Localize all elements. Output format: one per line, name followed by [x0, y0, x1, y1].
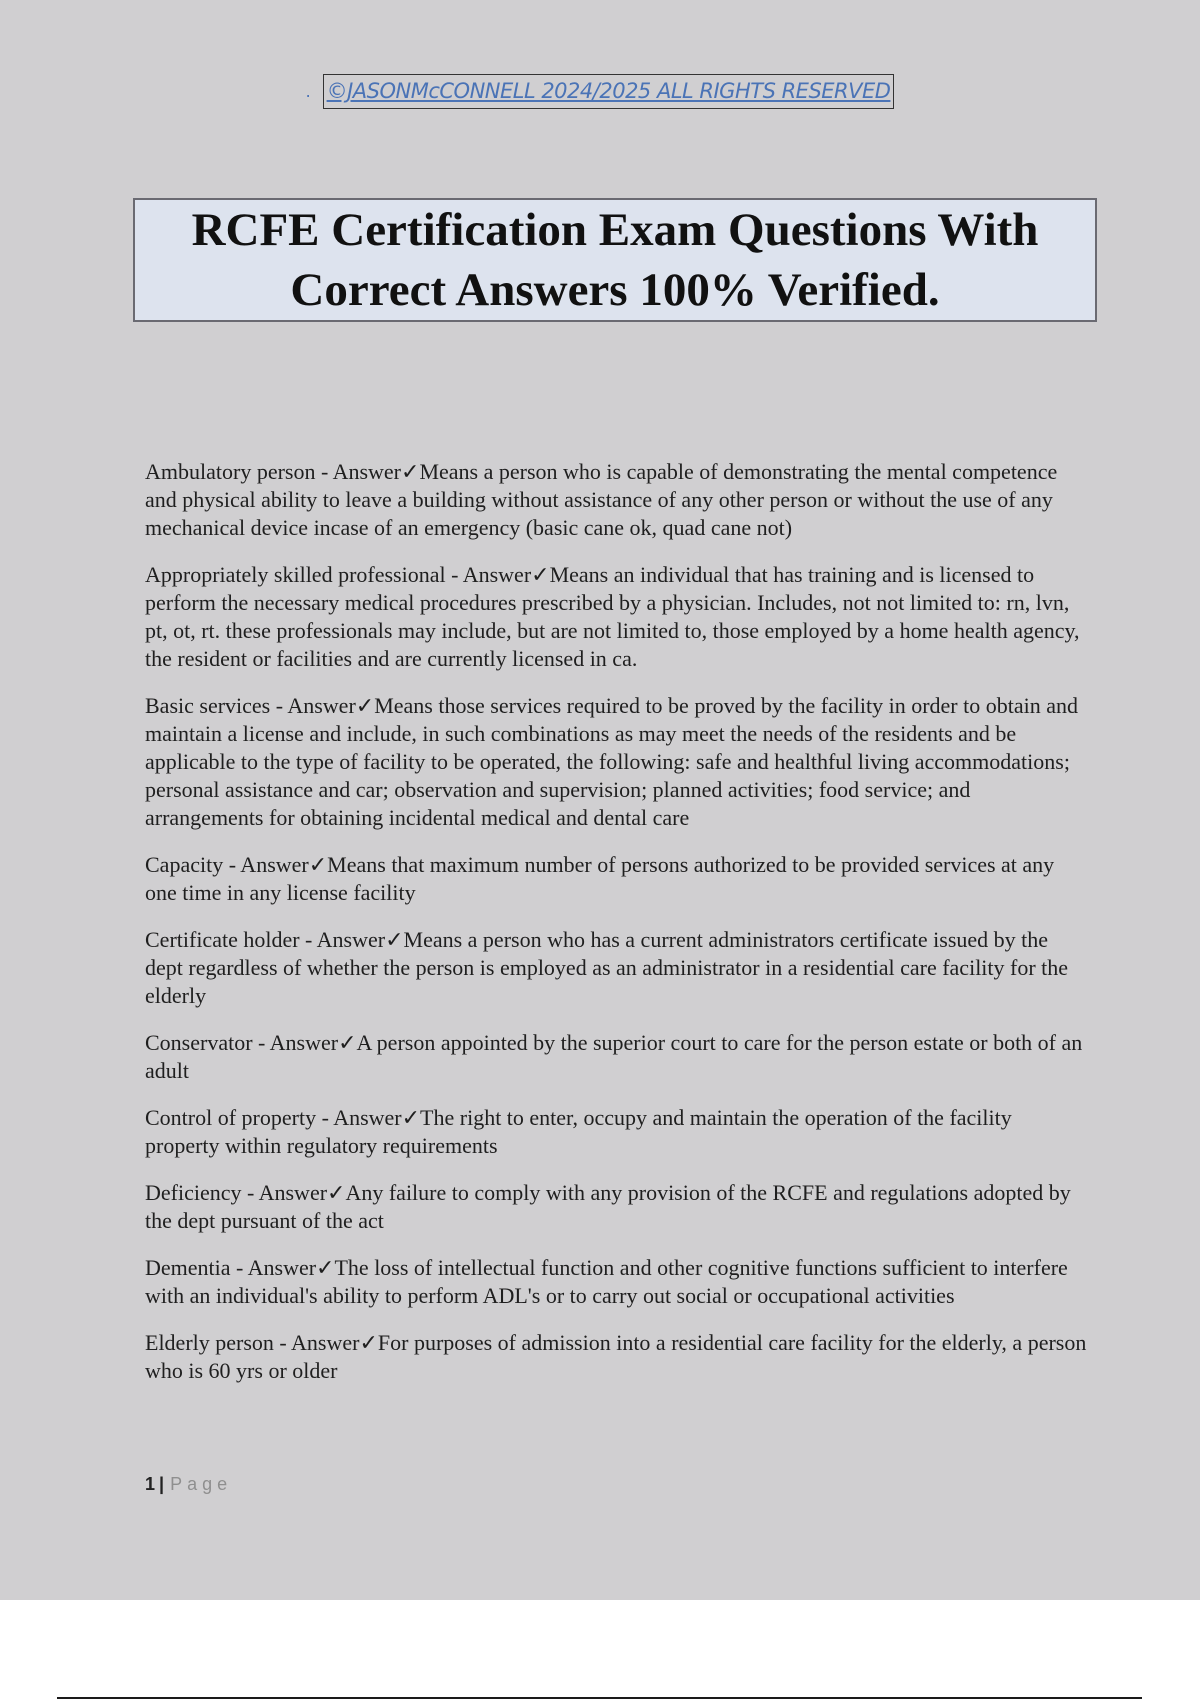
- title-line-1: RCFE Certification Exam Questions With: [191, 204, 1039, 256]
- page-number: 1: [145, 1474, 156, 1494]
- header-dot: .: [305, 81, 311, 101]
- title-box: [133, 198, 1097, 322]
- page-label: Page: [170, 1474, 233, 1494]
- definition-entry: Appropriately skilled professional - Answer✓Means an individual that has training and is licensed to perform the necessary medical procedures prescribed by a physician. Includes, not not limited to: rn, lvn, pt, ot, rt. these professionals may include, but are not limited to, those employed by a home health agency, the resident or facilities and are currently licensed in ca.: [145, 562, 1080, 671]
- definition-entry: Ambulatory person - Answer✓Means a person who is capable of demonstrating the mental competence and physical ability to leave a building without assistance of any other person or without the use of any mechanical device incase of an emergency (basic cane ok, quad cane not): [145, 459, 1058, 540]
- definition-entry: Dementia - Answer✓The loss of intellectual function and other cognitive functions sufficient to interfere with an individual's ability to perform ADL's or to carry out social or occupational activities: [145, 1255, 1068, 1308]
- definition-list: [145, 458, 1090, 1404]
- definition-entry: Conservator - Answer✓A person appointed by the superior court to care for the person estate or both of an adult: [145, 1030, 1083, 1083]
- page-separator: |: [159, 1474, 165, 1494]
- page-number-footer: [145, 1474, 232, 1495]
- definition-entry: Capacity - Answer✓Means that maximum number of persons authorized to be provided services at any one time in any license facility: [145, 852, 1055, 905]
- definition-entry: Deficiency - Answer✓Any failure to comply with any provision of the RCFE and regulations adopted by the dept pursuant of the act: [145, 1180, 1071, 1233]
- page-header: [0, 74, 1200, 109]
- definition-entry: Elderly person - Answer✓For purposes of admission into a residential care facility for the elderly, a person who is 60 yrs or older: [145, 1330, 1087, 1383]
- definition-entry: Certificate holder - Answer✓Means a person who has a current administrators certificate issued by the dept regardless of whether the person is employed as an administrator in a residential care facility for the elderly: [145, 927, 1069, 1008]
- copyright-notice: ©JASONMcCONNELL 2024/2025 ALL RIGHTS RESERVED: [323, 74, 895, 109]
- bottom-divider: [57, 1697, 1142, 1699]
- title-line-2: Correct Answers 100% Verified.: [290, 264, 940, 316]
- document-title: [192, 200, 1039, 320]
- definition-entry: Basic services - Answer✓Means those services required to be proved by the facility in order to obtain and maintain a license and include, in such combinations as may meet the needs of the residents and be applicable to the type of facility to be operated, the following: safe and healthful living accommodations; personal assistance and car; observation and supervision; planned activities; food service; and arrangements for obtaining incidental medical and dental care: [145, 693, 1078, 830]
- definition-entry: Control of property - Answer✓The right to enter, occupy and maintain the operation of the facility property within regulatory requirements: [145, 1105, 1012, 1158]
